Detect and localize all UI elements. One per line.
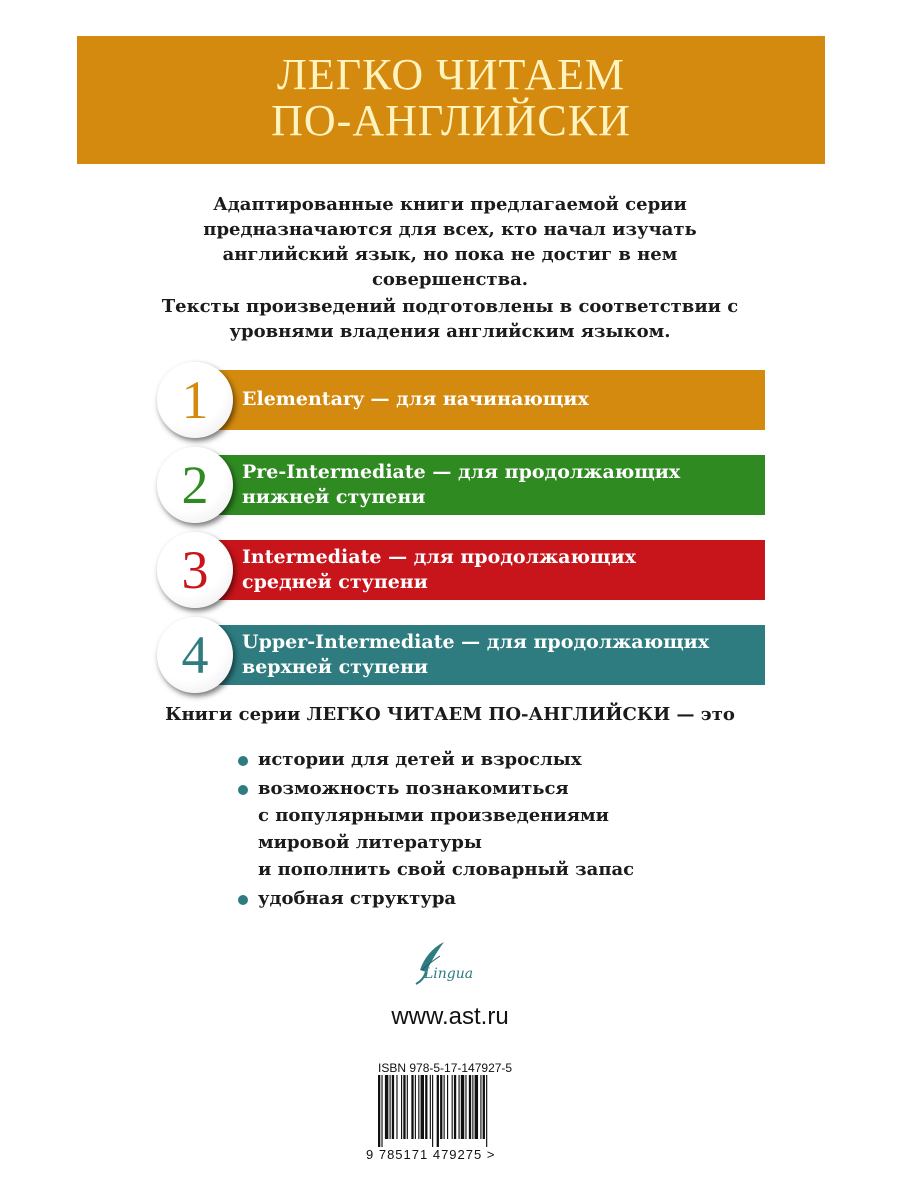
website-url: www.ast.ru [391, 1003, 509, 1030]
barcode-bar [480, 1075, 481, 1139]
list-item-line: с популярными произведениями [258, 805, 609, 826]
logo-text: Lingua [424, 966, 474, 982]
barcode-bar [486, 1075, 487, 1147]
isbn-number: ISBN 978-5-17-147927-5 [378, 1061, 513, 1075]
level-2-bar [200, 455, 765, 515]
features-list [236, 746, 696, 914]
level-3-line2: средней ступени [242, 571, 428, 593]
list-item [236, 775, 696, 883]
barcode-bar [437, 1075, 439, 1147]
bullet-dot-icon [238, 895, 248, 905]
barcode-bar [403, 1075, 405, 1139]
list-item-line: удобная структура [258, 888, 457, 909]
barcode-bar [415, 1075, 416, 1139]
list-item [236, 746, 696, 773]
level-2-line1: Pre-Intermediate — для продолжающих [242, 461, 681, 483]
level-4-line1: Upper-Intermediate — для продолжающих [242, 631, 710, 653]
barcode-bar [378, 1075, 380, 1147]
barcode-bar [465, 1075, 466, 1139]
barcode-bar [469, 1075, 471, 1139]
barcode [376, 1075, 526, 1155]
level-2-label [242, 460, 757, 510]
barcode-bar [401, 1075, 402, 1139]
barcode-bar [459, 1075, 460, 1139]
barcode-bar [381, 1075, 382, 1147]
barcode-bar [396, 1075, 397, 1139]
publisher-logo [410, 940, 490, 986]
bullet-dot-icon [238, 756, 248, 766]
barcode-bar [483, 1075, 485, 1139]
barcode-digits: 9 785171 479275 > [366, 1147, 496, 1162]
level-1-label [242, 387, 757, 411]
level-3-bar [200, 540, 765, 600]
level-4-number-badge: 4 [157, 617, 233, 693]
level-1-line1: Elementary — для начинающих [242, 388, 589, 410]
list-item-line: мировой литературы [258, 832, 482, 853]
barcode-bar [385, 1075, 388, 1139]
barcode-bar [461, 1075, 464, 1139]
list-item-line: и пополнить свой словарный запас [258, 859, 635, 880]
barcode-bar [425, 1075, 427, 1139]
intro-paragraph-2: Тексты произведений подготовлены в соответствии с уровнями владения английским языком. [161, 296, 739, 342]
barcode-bar [444, 1075, 445, 1139]
level-4-label [242, 630, 757, 680]
intro-paragraph-1: Адаптированные книги предлагаемой серии предназначаются для всех, кто начал изучать английский язык, но пока не достиг в нем совершенства. [203, 194, 697, 290]
barcode-bars [376, 1075, 526, 1147]
level-1-number-badge: 1 [157, 362, 233, 438]
level-2-number-badge: 2 [157, 447, 233, 523]
barcode-bar [472, 1075, 473, 1139]
barcode-bar [421, 1075, 424, 1139]
list-item [236, 885, 696, 912]
barcode-bar [447, 1075, 448, 1139]
barcode-bar [418, 1075, 419, 1139]
bullet-dot-icon [238, 785, 248, 795]
barcode-bar [440, 1075, 442, 1139]
barcode-bar [432, 1075, 433, 1147]
level-2-line2: нижней ступени [242, 486, 426, 508]
level-3-line1: Intermediate — для продолжающих [242, 546, 636, 568]
barcode-bar [452, 1075, 453, 1139]
series-title-line2: ПО-АНГЛИЙСКИ [271, 96, 631, 145]
level-3-label [242, 545, 757, 595]
barcode-bar [454, 1075, 456, 1139]
level-4-line2: верхней ступени [242, 656, 429, 678]
series-features-heading: Книги серии ЛЕГКО ЧИТАЕМ ПО-АНГЛИЙСКИ — это [165, 704, 735, 725]
level-1-bar [200, 370, 765, 430]
barcode-bar [392, 1075, 394, 1139]
level-4-bar [200, 625, 765, 685]
barcode-bar [430, 1075, 431, 1139]
quill-icon [410, 940, 490, 986]
barcode-bar [411, 1075, 413, 1139]
series-title-line1: ЛЕГКО ЧИТАЕМ [276, 50, 625, 99]
list-item-line: истории для детей и взрослых [258, 749, 582, 770]
series-title-banner [77, 36, 825, 164]
barcode-bar [407, 1075, 408, 1139]
list-item-line: возможность познакомиться [258, 778, 569, 799]
barcode-bar [390, 1075, 391, 1139]
level-3-number-badge: 3 [157, 532, 233, 608]
barcode-bar [475, 1075, 478, 1139]
